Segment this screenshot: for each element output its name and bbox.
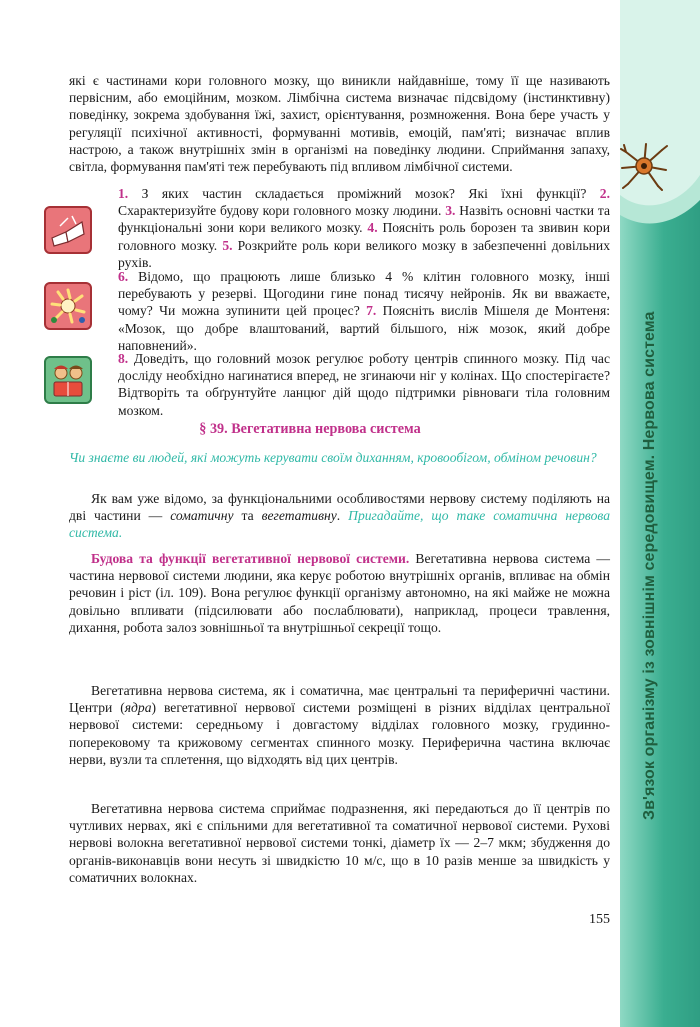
question-6-text: Відомо, що працюють лише близько 4 % клітин головного мозку, інші перебувають у резерві. Щогодини гине понад тисячу нейронів. Як ви вважаєте, чому? Чи можна зупинити цей процес? (118, 269, 610, 319)
questions-group-3 (118, 350, 610, 419)
questions-group-1 (118, 185, 610, 271)
book-icon (44, 206, 92, 254)
question-8-num: 8. (118, 351, 129, 366)
question-6-num: 6. (118, 269, 129, 284)
p2-heading: Будова та функції вегетативної нервової системи. (91, 551, 410, 566)
body-paragraph-2 (69, 550, 610, 636)
question-8-text: Доведіть, що головний мозок регулює роботу центрів спинного мозку. Під час досліду необхідно нагинатися вперед, не згинаючи ніг у колінах. Що спостерігаєте? Відтворіть та обґрунтуйте ланцюг дій щодо підтримки рівноваги тіла головним мозком. (118, 351, 610, 418)
question-5-text: Розкрийте роль кори великого мозку в забезпеченні довільних рухів. (118, 237, 610, 270)
p3-text-b: ) вегетативної нервової системи розміщені в різних відділах центральної нервової системи: середньому і довгастому відділах головного мозку, грудинно-поперековому та крижовому сегментах спинного мозку. Периферична частина включає нерви, вузли та сплетення, що відходять від цих центрів. (69, 700, 610, 767)
question-4-text: Поясніть роль борозен та звивин кори головного мозку. (118, 220, 611, 253)
intro-paragraph: які є частинами кори головного мозку, що виникли найдавніше, тому її ще називають первісним, або емоційним, мозком. Лімбічна система визначає підсвідому (інстинктивну) поведінку, зокрема здобування їжі, захист, орієнтування, розмноження. Вона бере участь у регуляції психічної активності, формуванні мотивів, емоцій, пам'яті; визначає вплив настрою, а також внутрішніх змін в організмі на поведінку людини. Сприймання запаху, світла, формування пам'яті теж перебувають під впливом лімбічної системи. (69, 73, 610, 175)
page-number: 155 (589, 912, 610, 927)
p1-vegetative: вегетативну (261, 508, 337, 524)
question-3-text: Назвіть основні частки та функціональні зони кори великого мозку. (118, 203, 610, 236)
question-2-num: 2. (599, 186, 610, 201)
p1-text: Як вам уже відомо, за функціональними особливостями нервову систему поділяють на дві частини — (69, 491, 610, 524)
p3-nuclei: ядра (124, 700, 152, 716)
p2-text: Вегетативна нервова система — частина нервової системи людини, яка керує роботою внутрішніх органів, впливає на обмін речовин і ріст (іл. 109). Вона регулює функції організму автономно, на які майже не можна довільно впливати (підсилювати або послаблювати), наприклад, процеси травлення, дихання, робота залоз зовнішньої та внутрішньої секреції тощо. (69, 551, 610, 635)
question-5-num: 5. (222, 237, 233, 253)
questions-group-2 (118, 268, 610, 354)
section-title: § 39. Вегетативна нервова система (199, 421, 421, 437)
body-paragraph-3 (69, 682, 610, 768)
brain-puzzle-icon (44, 282, 92, 330)
p1-somatic: соматичну (170, 508, 234, 524)
section-lead-question: Чи знаєте ви людей, які можуть керувати своїм диханням, кровообігом, обміном речовин? (69, 450, 597, 465)
question-3-num: 3. (445, 203, 456, 219)
p1-dot: . (336, 508, 349, 524)
body-paragraph-4: Вегетативна нервова система сприймає подразнення, які передаються до її центрів по чутливих нервах, які є спільними для вегетативної та соматичної нервової системи. Рухові нервові волокна вегетативної нервової системи тонкі, діаметр їх — 2–7 мкм; збудження до органів-виконавців вони несуть зі швидкістю 10 м/с, що в 10 разів менше за швидкість у соматичних волокнах. (69, 801, 610, 885)
question-7-text: Поясніть вислів Мішеля де Монтеня: «Мозок, що добре влаштований, вартий більшого, ніж мозок, який добре наповнений». (118, 303, 610, 353)
p1-recall: Пригадайте, що таке соматична нервова система. (69, 508, 611, 541)
p3-text-a: Вегетативна нервова система, як і соматична, має центральні та периферичні частини. Центри ( (69, 683, 610, 716)
question-7-num: 7. (366, 303, 377, 319)
question-1-num: 1. (118, 186, 129, 201)
neuron-icon (618, 140, 670, 192)
chapter-title-vertical: Зв'язок організму із зовнішнім середовищем. Нервова система (641, 311, 658, 820)
question-4-num: 4. (367, 220, 378, 236)
body-paragraph-1 (69, 490, 610, 542)
question-2-text: Схарактеризуйте будову кори головного мозку людини. (118, 203, 446, 219)
question-1-text: З яких частин складається проміжний мозок? Які їхні функції? (128, 186, 600, 201)
kids-reading-icon (44, 356, 92, 404)
p1-and: та (233, 508, 262, 524)
